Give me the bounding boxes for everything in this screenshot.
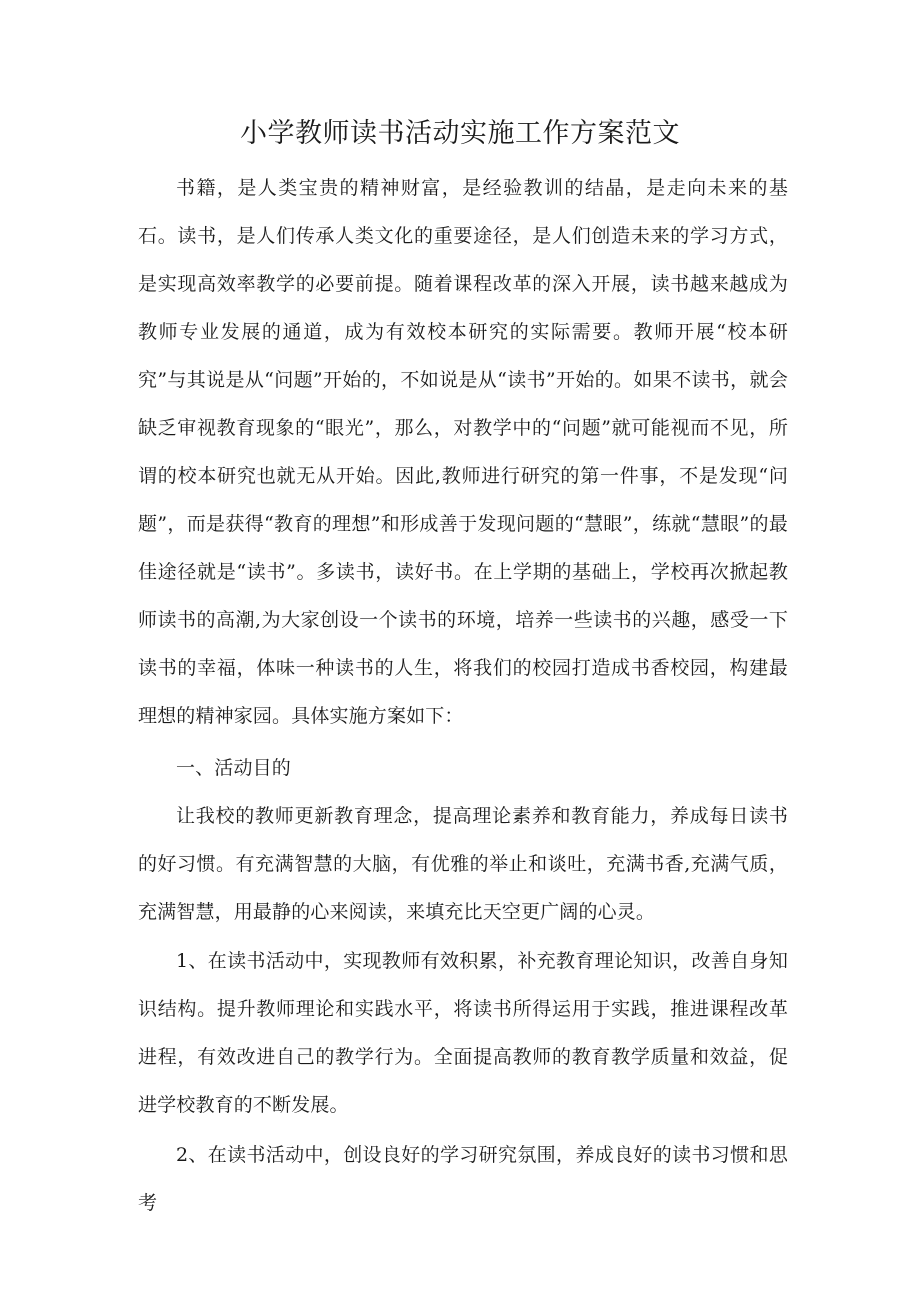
document-title: 小学教师读书活动实施工作方案范文 [240, 118, 680, 149]
purpose-paragraph: 让我校的教师更新教育理念，提高理论素养和教育能力，养成每日读书的好习惯。有充满智慧的大脑，有优雅的举止和谈吐，充满书香,充满气质，充满智慧，用最静的心来阅读，来填充比天空更广阔的心灵。 [138, 805, 788, 923]
list-item-1: 1、在读书活动中，实现教师有效积累，补充教育理论知识，改善自身知识结构。提升教师理论和实践水平，将读书所得运用于实践，推进课程改革进程，有效改进自己的教学行为。全面提高教师的教育教学质量和效益，促进学校教育的不断发展。 [138, 950, 788, 1116]
section-heading-purpose: 一、活动目的 [176, 757, 291, 779]
intro-paragraph: 书籍，是人类宝贵的精神财富，是经验教训的结晶，是走向未来的基石。读书，是人们传承人类文化的重要途径，是人们创造未来的学习方式，是实现高效率教学的必要前提。随着课程改革的深入开展，读书越来越成为教师专业发展的通道，成为有效校本研究的实际需要。教师开展“校本研究”与其说是从“问题”开始的，不如说是从“读书”开始的。如果不读书，就会缺乏审视教育现象的“眼光”，那么，对教学中的“问题”就可能视而不见，所谓的校本研究也就无从开始。因此,教师进行研究的第一件事，不是发现“问题”，而是获得“教育的理想”和形成善于发现问题的“慧眼”，练就“慧眼”的最佳途径就是“读书”。多读书，读好书。在上学期的基础上，学校再次掀起教师读书的高潮,为大家创设一个读书的环境，培养一些读书的兴趣，感受一下读书的幸福，体味一种读书的人生，将我们的校园打造成书香校园，构建最理想的精神家园。具体实施方案如下： [138, 177, 788, 727]
list-item-2: 2、在读书活动中，创设良好的学习研究氛围，养成良好的读书习惯和思考 [138, 1144, 788, 1214]
